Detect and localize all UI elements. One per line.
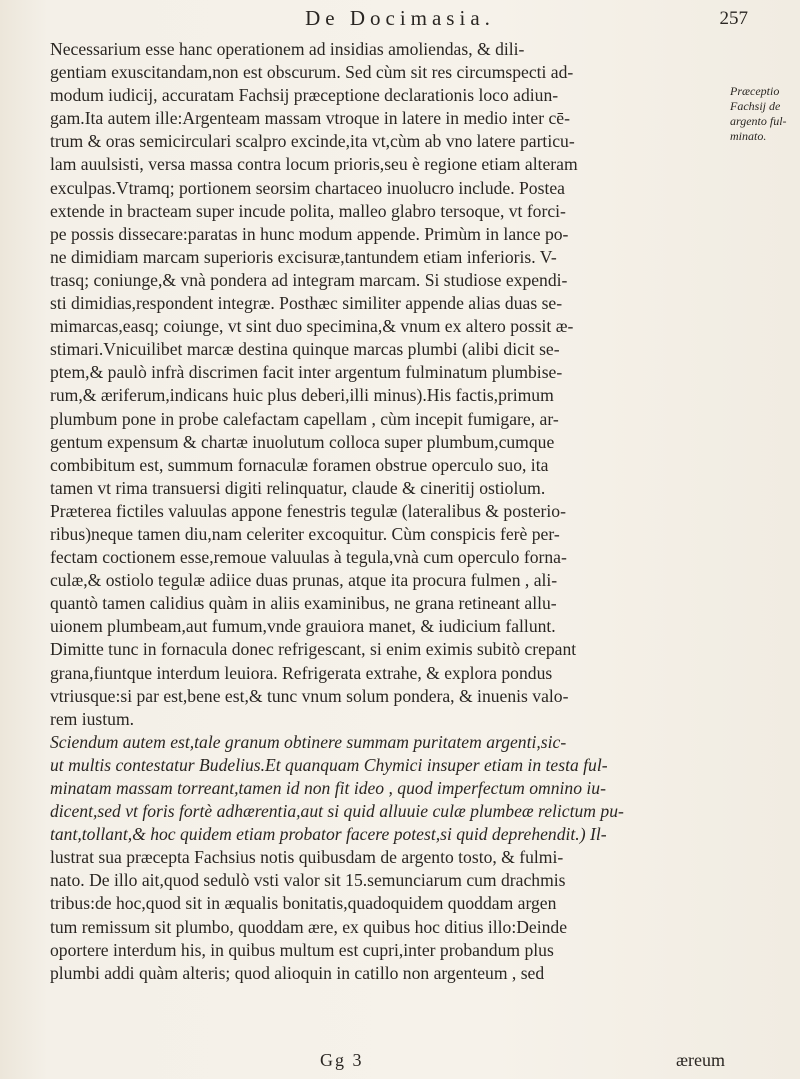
signature-mark: Gg 3 xyxy=(320,1050,364,1070)
text-line: tant,tollant,& hoc quidem etiam probator facere potest,si quid deprehendit.) Il- xyxy=(50,824,607,845)
text-line: trum & oras semicirculari scalpro excinde,ita vt,cùm ab vno latere particu- xyxy=(50,131,575,152)
text-line: gentum expensum & chartæ inuolutum colloca super plumbum,cumque xyxy=(50,431,555,452)
text-line: sti dimidias,respondent integræ. Posthæc similiter appende alias duas se- xyxy=(50,293,563,314)
text-line: extende in bracteam super incude polita, malleo glabro tersoque, vt forci- xyxy=(50,200,566,221)
running-title: De Docimasia. xyxy=(305,6,495,30)
text-line: Præterea fictiles valuulas appone fenestris tegulæ (lateralibus & posterio- xyxy=(50,500,566,521)
text-line: tamen vt rima transuersi digiti relinquatur, claude & cineritij ostiolum. xyxy=(50,477,546,498)
text-line: ptem,& paulò infrà discrimen facit inter argentum fulminatum plumbise- xyxy=(50,362,563,383)
text-line: rem iustum. xyxy=(50,708,135,729)
text-line: lustrat sua præcepta Fachsius notis quibusdam de argento tosto, & fulmi- xyxy=(50,847,564,868)
page-footer xyxy=(0,1050,800,1076)
text-line: Necessarium esse hanc operationem ad insidias amoliendas, & dili- xyxy=(50,39,525,59)
text-line: vtriusque:si par est,bene est,& tunc vnum solum pondera, & inuenis valo- xyxy=(50,685,569,706)
page-number: 257 xyxy=(719,8,748,29)
margin-note-line: Fachsij de xyxy=(730,99,781,113)
text-line: minatam massam torreant,tamen id non fit ideo , quod imperfectum omnino iu- xyxy=(50,778,606,798)
catchword: æreum xyxy=(676,1050,725,1070)
text-line: Sciendum autem est,tale granum obtinere summam puritatem argenti,sic- xyxy=(50,731,567,752)
text-line: stimari.Vnicuilibet marcæ destina quinque marcas plumbi (alibi dicit se- xyxy=(50,339,560,360)
text-line: quantò tamen calidius quàm in aliis examinibus, ne grana retineant allu- xyxy=(50,593,557,614)
text-line: oportere interdum his, in quibus multum est cupri,inter probandum plus xyxy=(50,939,554,960)
text-line: ut multis contestatur Budelius.Et quanquam Chymici insuper etiam in testa ful- xyxy=(50,754,608,775)
text-line: modum iudicij, accuratam Fachsij præceptione declarationis loco adiun- xyxy=(50,85,559,106)
text-line: gam.Ita autem ille:Argenteam massam vtroque in latere in medio inter cē- xyxy=(50,108,570,129)
text-line: mimarcas,easq; coiunge, vt sint duo specimina,& vnum ex altero possit æ- xyxy=(50,316,574,337)
text-line: dicent,sed vt foris fortè adhærentia,aut si quid alluuie culæ plumbeæ relictum pu- xyxy=(50,801,624,822)
text-line: combibitum est, summum fornaculæ foramen obstrue operculo suo, ita xyxy=(50,454,549,475)
margin-note-line: minato. xyxy=(730,129,767,143)
text-line: rum,& æriferum,indicans huic plus deberi,illi minus).His factis,primum xyxy=(50,385,554,406)
text-line: culæ,& ostiolo tegulæ adiice duas prunas, atque ita procura fulmen , ali- xyxy=(50,570,558,591)
margin-note-line: Præceptio xyxy=(730,84,780,98)
text-line: ribus)neque tamen diu,nam celeriter excoquitur. Cùm conspicis ferè per- xyxy=(50,523,560,544)
text-line: nato. De illo ait,quod sedulò vsti valor sit 15.semunciarum cum drachmis xyxy=(50,870,566,891)
text-line: ne dimidiam marcam superioris excisuræ,tantundem etiam inferioris. V- xyxy=(50,246,557,267)
text-line: lam auulsisti, versa massa contra locum prioris,seu è regione etiam alteram xyxy=(50,154,578,175)
text-line: fectam coctionem esse,remoue valuulas à tegula,vnà cum operculo forna- xyxy=(50,547,567,568)
text-line: grana,fiuntque interdum leuiora. Refrigerata extrahe, & explora pondus xyxy=(50,662,553,683)
text-line: uionem plumbeam,aut fumum,vnde grauiora manet, & iudicium fallunt. xyxy=(50,616,556,637)
text-line: tribus:de hoc,quod sit in æqualis bonitatis,quadoquidem quoddam argen xyxy=(50,893,557,914)
text-line: Dimitte tunc in fornacula donec refrigescant, si enim eximis subitò crepant xyxy=(50,639,577,660)
text-line: pe possis dissecare:paratas in hunc modum appende. Primùm in lance po- xyxy=(50,223,569,244)
text-line: plumbi addi quàm alteris; quod alioquin in catillo non argenteum , sed xyxy=(50,962,545,983)
text-line: exculpas.Vtramq; portionem seorsim chartaceo inuolucro include. Postea xyxy=(50,177,565,198)
body-text xyxy=(50,38,722,985)
text-line: tum remissum sit plumbo, quoddam ære, ex quibus hoc ditius illo:Deinde xyxy=(50,916,568,937)
margin-note-line: argento ful- xyxy=(730,114,787,128)
text-line: plumbum pone in probe calefactam capellam , cùm incepit fumigare, ar- xyxy=(50,408,559,429)
page-header xyxy=(0,6,800,36)
margin-note xyxy=(730,84,798,144)
text-line: trasq; coniunge,& vnà pondera ad integram marcam. Si studiose expendi- xyxy=(50,269,568,290)
text-line: gentiam exuscitandam,non est obscurum. Sed cùm sit res circumspecti ad- xyxy=(50,62,574,83)
